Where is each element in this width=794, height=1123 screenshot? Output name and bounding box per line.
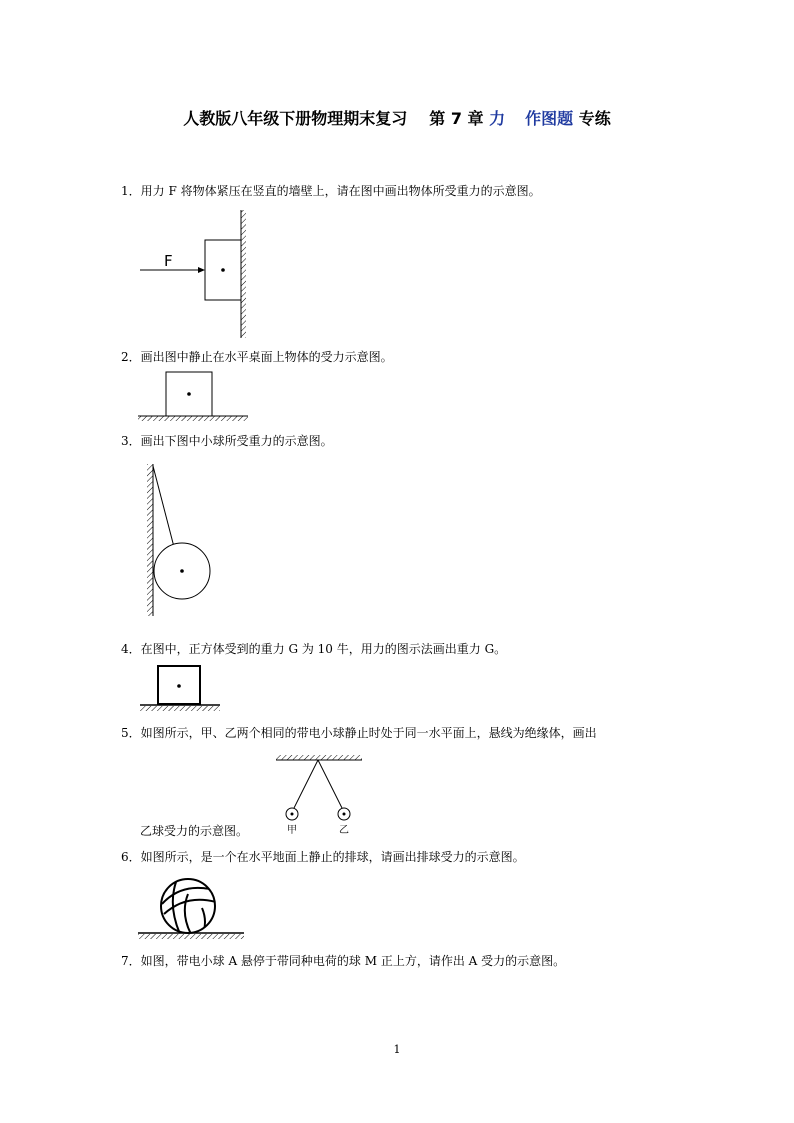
title-part2: 第 7 章 [429,109,484,128]
ceiling-hatch [276,755,362,760]
ball-jia-dot [291,813,294,816]
question-1: 1．用力 F 将物体紧压在竖直的墙壁上，请在图中画出物体所受重力的示意图。 [121,184,541,198]
figure-5-charged-balls [272,752,368,836]
ground-hatch [138,934,244,939]
question-7: 7．如图，带电小球 A 悬停于带同种电荷的球 M 正上方，请作出 A 受力的示意图。 [121,954,566,968]
label-yi: 乙 [339,825,349,836]
question-2: 2．画出图中静止在水平桌面上物体的受力示意图。 [121,350,393,364]
figure-4-cube [138,662,224,716]
figure-3-hanging-ball [140,460,220,620]
string [153,466,174,547]
cube-center-dot [177,684,181,688]
label-jia: 甲 [287,825,297,836]
arrow-head [198,267,205,273]
question-6: 6．如图所示，是一个在水平地面上静止的排球，请画出排球受力的示意图。 [121,850,525,864]
ground-hatch [140,706,220,711]
string-jia [294,760,318,808]
figure-6-volleyball [136,874,248,940]
question-4: 4．在图中，正方体受到的重力 G 为 10 牛，用力的图示法画出重力 G。 [121,642,507,656]
title-part5: 专练 [578,109,611,128]
ball-yi-dot [343,813,346,816]
wall-hatch [147,464,153,616]
string-yi [318,760,342,808]
question-5: 5．如图所示，甲、乙两个相同的带电小球静止时处于同一水平面上，悬线为绝缘体，画出 [121,726,597,740]
title-part4: 作图题 [525,109,574,128]
question-3: 3．画出下图中小球所受重力的示意图。 [121,434,333,448]
force-label: F [164,252,173,270]
figure-2-table-block [136,370,252,428]
wall-hatch [241,210,246,338]
title-part3: 力 [489,109,506,128]
page-title [0,106,794,129]
figure-1-wall-block [130,210,260,340]
title-part1: 人教版八年级下册物理期末复习 [183,109,408,128]
question-5-continued: 乙球受力的示意图。 [140,824,249,838]
block-center-dot [187,392,191,396]
table-hatch [138,416,248,421]
block-center-dot [221,268,225,272]
page-number: 1 [393,1043,401,1056]
ball-center-dot [180,569,184,573]
